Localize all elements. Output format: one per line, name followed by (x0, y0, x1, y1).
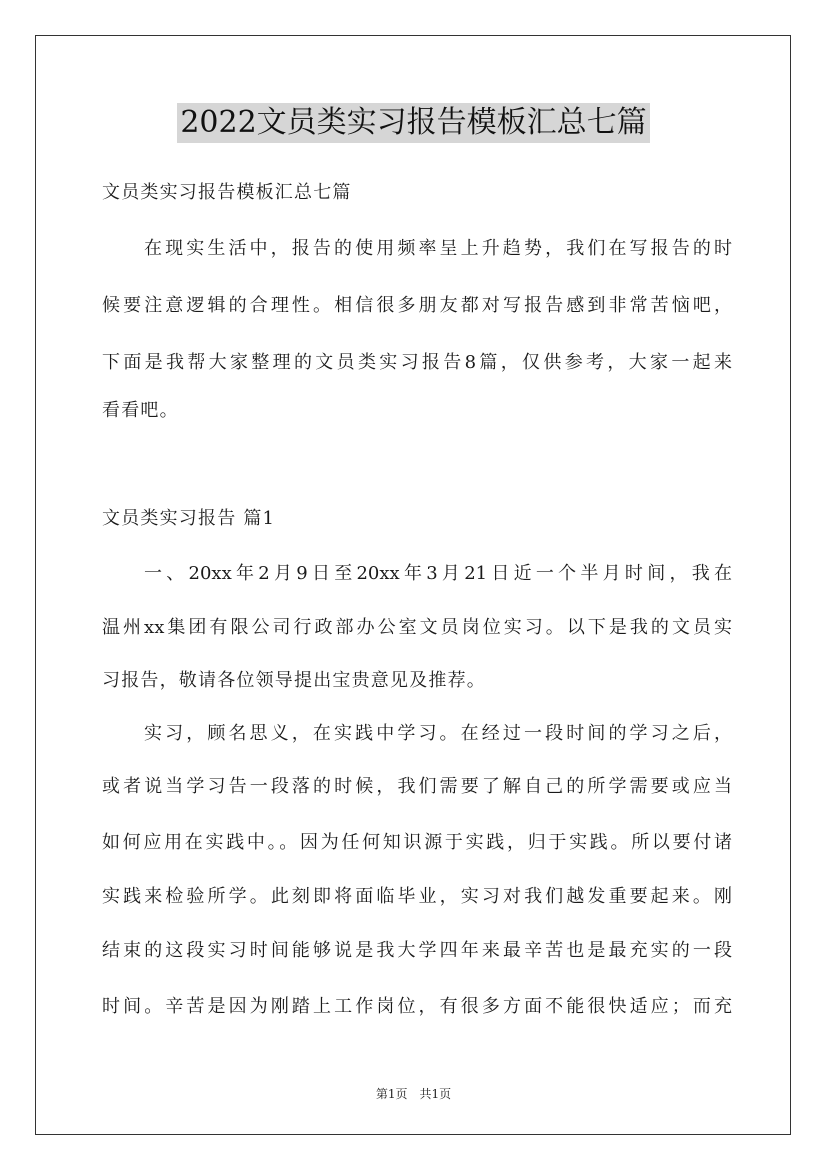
intro-line: 在现实生活中，报告的使用频率呈上升趋势，我们在写报告的时 (144, 238, 732, 259)
title-block (0, 103, 827, 143)
paragraph-line: 结束的这段实习时间能够说是我大学四年来最辛苦也是最充实的一段 (102, 940, 732, 961)
intro-line: 看看吧。 (102, 400, 179, 421)
paragraph-line: 实习，顾名思义，在实践中学习。在经过一段时间的学习之后， (144, 723, 732, 744)
paragraph-line: 习报告，敬请各位领导提出宝贵意见及推荐。 (102, 670, 486, 691)
paragraph-line: 温州xx集团有限公司行政部办公室文员岗位实习。以下是我的文员实 (102, 617, 732, 638)
paragraph-line: 如何应用在实践中。。因为任何知识源于实践，归于实践。所以要付诸 (102, 832, 732, 853)
section-heading: 文员类实习报告 篇1 (102, 508, 276, 529)
paragraph-line: 或者说当学习告一段落的时候，我们需要了解自己的所学需要或应当 (102, 776, 732, 797)
page-footer: 第1页 共1页 (375, 1087, 452, 1101)
paragraph-line: 时间。辛苦是因为刚踏上工作岗位，有很多方面不能很快适应；而充 (102, 996, 732, 1017)
subtitle: 文员类实习报告模板汇总七篇 (102, 182, 352, 203)
intro-line: 下面是我帮大家整理的文员类实习报告8篇，仅供参考，大家一起来 (102, 352, 732, 373)
paragraph-line: 实践来检验所学。此刻即将面临毕业，实习对我们越发重要起来。刚 (102, 886, 732, 907)
paragraph-line: 一、20xx年2月9日至20xx年3月21日近一个半月时间，我在 (144, 563, 732, 584)
document-title: 2022文员类实习报告模板汇总七篇 (177, 103, 649, 143)
intro-line: 候要注意逻辑的合理性。相信很多朋友都对写报告感到非常苦恼吧， (102, 295, 732, 316)
